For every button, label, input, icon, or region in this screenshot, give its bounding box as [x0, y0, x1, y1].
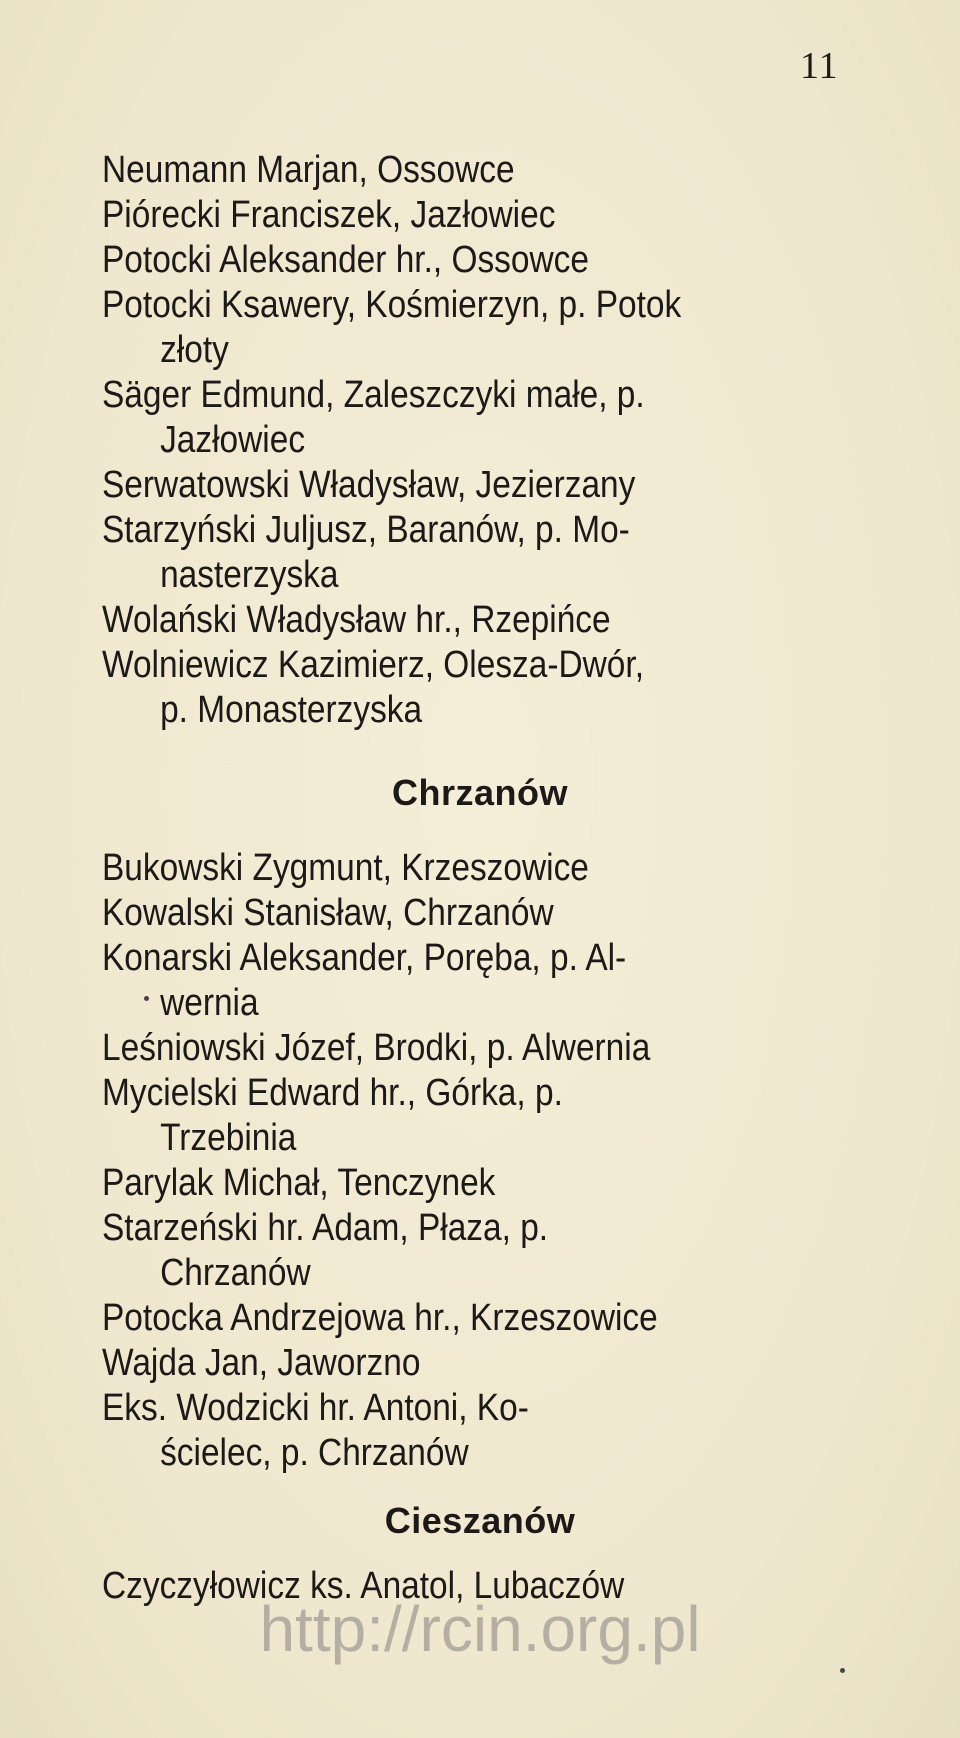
entry-continuation: nasterzyska — [160, 554, 339, 596]
list-entry — [102, 283, 862, 373]
entry-line: Eks. Wodzicki hr. Antoni, Ko- — [102, 1387, 529, 1429]
entry-line: Wolański Władysław hr., Rzepińce — [102, 599, 611, 641]
entry-continuation: Chrzanów — [160, 1252, 311, 1294]
entry-line: Potocki Aleksander hr., Ossowce — [102, 239, 589, 281]
entry-line: Parylak Michał, Tenczynek — [102, 1162, 496, 1204]
speck — [840, 1668, 845, 1673]
list-entry — [102, 846, 862, 891]
heading-cieszanow: Cieszanów — [384, 1500, 576, 1541]
list-entry — [102, 1206, 862, 1296]
heading-chrzanow: Chrzanów — [391, 772, 568, 813]
speck — [144, 996, 149, 1001]
entry-line: Piórecki Franciszek, Jazłowiec — [102, 194, 556, 236]
entry-continuation: Trzebinia — [160, 1117, 297, 1159]
entry-line: Wajda Jan, Jaworzno — [102, 1342, 421, 1384]
list-entry — [102, 1161, 862, 1206]
list-entry — [102, 238, 862, 283]
entry-line: Konarski Aleksander, Poręba, p. Al- — [102, 937, 627, 979]
entry-line: Kowalski Stanisław, Chrzanów — [102, 892, 554, 934]
entry-line: Leśniowski Józef, Brodki, p. Alwernia — [102, 1027, 651, 1069]
list-entry — [102, 1071, 862, 1161]
list-entry — [102, 1296, 862, 1341]
watermark: http://rcin.org.pl — [259, 1593, 701, 1665]
entry-line: Potocki Ksawery, Kośmierzyn, p. Potok — [102, 284, 682, 326]
entry-list-section-1 — [102, 148, 862, 733]
list-entry — [102, 508, 862, 598]
list-entry — [102, 193, 862, 238]
list-entry — [102, 891, 862, 936]
entry-line: Bukowski Zygmunt, Krzeszowice — [102, 847, 589, 889]
entry-line: Neumann Marjan, Ossowce — [102, 149, 515, 191]
entry-line: Serwatowski Władysław, Jezierzany — [102, 464, 636, 506]
list-entry — [102, 463, 862, 508]
list-entry — [102, 598, 862, 643]
list-entry — [102, 936, 862, 1026]
entry-list-section-2 — [102, 846, 862, 1476]
entry-line: Czyczyłowicz ks. Anatol, Lubaczów — [102, 1565, 625, 1607]
entry-continuation: złoty — [160, 329, 229, 371]
list-entry — [102, 1386, 862, 1476]
entry-line: Mycielski Edward hr., Górka, p. — [102, 1072, 563, 1114]
entry-continuation: ścielec, p. Chrzanów — [160, 1432, 469, 1474]
page-number: 11 — [800, 45, 839, 87]
entry-line: Säger Edmund, Zaleszczyki małe, p. — [102, 374, 645, 416]
list-entry — [102, 148, 862, 193]
entry-line: Potocka Andrzejowa hr., Krzeszowice — [102, 1297, 658, 1339]
list-entry — [102, 373, 862, 463]
entry-continuation: Jazłowiec — [160, 419, 306, 461]
entry-continuation: wernia — [160, 982, 259, 1024]
list-entry — [102, 643, 862, 733]
list-entry — [102, 1026, 862, 1071]
list-entry — [102, 1341, 862, 1386]
entry-line: Wolniewicz Kazimierz, Olesza-Dwór, — [102, 644, 644, 686]
entry-line: Starzyński Juljusz, Baranów, p. Mo- — [102, 509, 630, 551]
entry-continuation: p. Monasterzyska — [160, 689, 423, 731]
entry-line: Starzeński hr. Adam, Płaza, p. — [102, 1207, 549, 1249]
